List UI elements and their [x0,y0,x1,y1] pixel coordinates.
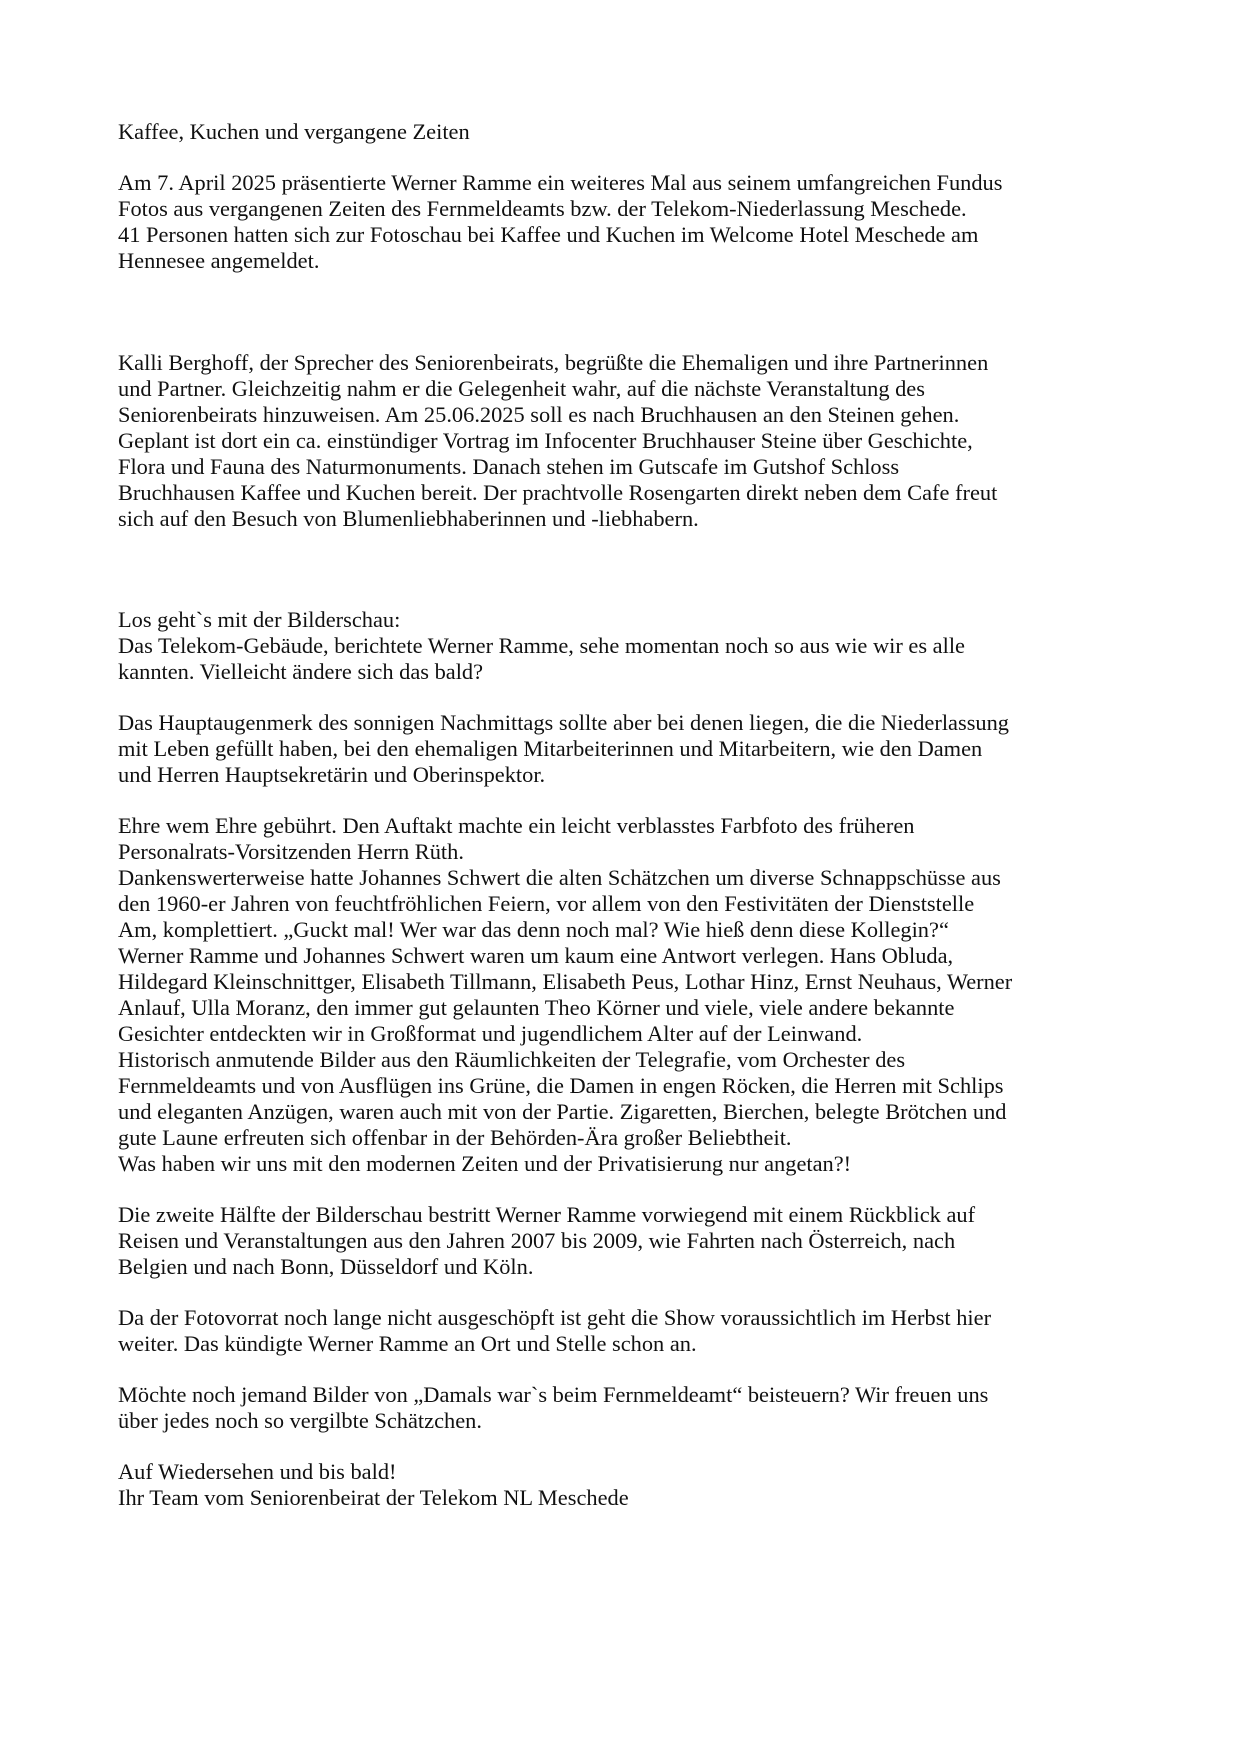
paragraph-line: Personalrats-Vorsitzenden Herrn Rüth. [118,839,464,864]
paragraph-line: Geplant ist dort ein ca. einstündiger Vortrag im Infocenter Bruchhauser Steine über Geschichte, [118,428,973,453]
paragraph-line: Möchte noch jemand Bilder von „Damals war`s beim Fernmeldeamt“ beisteuern? Wir freuen uns [118,1382,989,1407]
paragraph-line: und Partner. Gleichzeitig nahm er die Gelegenheit wahr, auf die nächste Veranstaltung des [118,376,925,401]
paragraph-line: über jedes noch so vergilbte Schätzchen. [118,1408,482,1433]
paragraph-line: sich auf den Besuch von Blumenliebhaberinnen und -liebhabern. [118,506,699,531]
paragraph-line: und eleganten Anzügen, waren auch mit von der Partie. Zigaretten, Bierchen, belegte Brötchen und [118,1099,1007,1124]
paragraph-line: Das Hauptaugenmerk des sonnigen Nachmittags sollte aber bei denen liegen, die die Niederlassung [118,710,1010,735]
paragraph-line: Flora und Fauna des Naturmonuments. Danach stehen im Gutscafe im Gutshof Schloss [118,454,900,479]
paragraph-line: Da der Fotovorrat noch lange nicht ausgeschöpft ist geht die Show voraussichtlich im Herbst hier [118,1305,992,1330]
paragraph-line: Gesichter entdeckten wir in Großformat und jugendlichem Alter auf der Leinwand. [118,1021,863,1046]
closing-line: Auf Wiedersehen und bis bald! [118,1459,397,1484]
paragraph-line: Am, komplettiert. „Guckt mal! Wer war das denn noch mal? Wie hieß denn diese Kollegin?“ [118,917,949,942]
paragraph-line: und Herren Hauptsekretärin und Oberinspektor. [118,762,546,787]
paragraph-line: weiter. Das kündigte Werner Ramme an Ort und Stelle schon an. [118,1331,697,1356]
paragraph-line: Was haben wir uns mit den modernen Zeiten und der Privatisierung nur angetan?! [118,1151,852,1176]
paragraph-line: Belgien und nach Bonn, Düsseldorf und Köln. [118,1254,534,1279]
paragraph-line: Seniorenbeirats hinzuweisen. Am 25.06.2025 soll es nach Bruchhausen an den Steinen gehen. [118,402,960,427]
paragraph-line: Die zweite Hälfte der Bilderschau bestritt Werner Ramme vorwiegend mit einem Rückblick auf [118,1202,976,1227]
paragraph-line: Bruchhausen Kaffee und Kuchen bereit. Der prachtvolle Rosengarten direkt neben dem Cafe freut [118,480,998,505]
paragraph-line: gute Laune erfreuten sich offenbar in der Behörden-Ära großer Beliebtheit. [118,1125,792,1150]
paragraph-line: Dankenswerterweise hatte Johannes Schwert die alten Schätzchen um diverse Schnappschüsse aus [118,865,1001,890]
paragraph-line: Reisen und Veranstaltungen aus den Jahren 2007 bis 2009, wie Fahrten nach Österreich, nach [118,1228,956,1253]
paragraph-line: Kalli Berghoff, der Sprecher des Seniorenbeirats, begrüßte die Ehemaligen und ihre Partnerinnen [118,350,989,375]
paragraph-line: Ehre wem Ehre gebührt. Den Auftakt machte ein leicht verblasstes Farbfoto des früheren [118,813,915,838]
paragraph-line: Historisch anmutende Bilder aus den Räumlichkeiten der Telegrafie, vom Orchester des [118,1047,906,1072]
paragraph-line: 41 Personen hatten sich zur Fotoschau bei Kaffee und Kuchen im Welcome Hotel Meschede am [118,222,979,247]
document-title: Kaffee, Kuchen und vergangene Zeiten [118,119,470,144]
signature-line: Ihr Team vom Seniorenbeirat der Telekom NL Meschede [118,1485,629,1510]
paragraph-line: Am 7. April 2025 präsentierte Werner Ramme ein weiteres Mal aus seinem umfangreichen Fundus [118,170,1003,195]
paragraph-line: den 1960-er Jahren von feuchtfröhlichen Feiern, vor allem von den Festivitäten der Dienststelle [118,891,975,916]
paragraph-line: Fernmeldeamts und von Ausflügen ins Grüne, die Damen in engen Röcken, die Herren mit Schlips [118,1073,1004,1098]
paragraph-line: Hennesee angemeldet. [118,248,320,273]
paragraph-line: Das Telekom-Gebäude, berichtete Werner Ramme, sehe momentan noch so aus wie wir es alle [118,633,965,658]
paragraph-line: Werner Ramme und Johannes Schwert waren um kaum eine Antwort verlegen. Hans Obluda, [118,943,954,968]
paragraph-line: Fotos aus vergangenen Zeiten des Fernmeldeamts bzw. der Telekom-Niederlassung Meschede. [118,196,967,221]
paragraph-line: Hildegard Kleinschnittger, Elisabeth Tillmann, Elisabeth Peus, Lothar Hinz, Ernst Neuhaus, Werner [118,969,1013,994]
paragraph-line: Anlauf, Ulla Moranz, den immer gut gelaunten Theo Körner und viele, viele andere bekannte [118,995,955,1020]
paragraph-line: kannten. Vielleicht ändere sich das bald? [118,659,484,684]
paragraph-line: mit Leben gefüllt haben, bei den ehemaligen Mitarbeiterinnen und Mitarbeitern, wie den Damen [118,736,983,761]
paragraph-line: Los geht`s mit der Bilderschau: [118,607,401,632]
